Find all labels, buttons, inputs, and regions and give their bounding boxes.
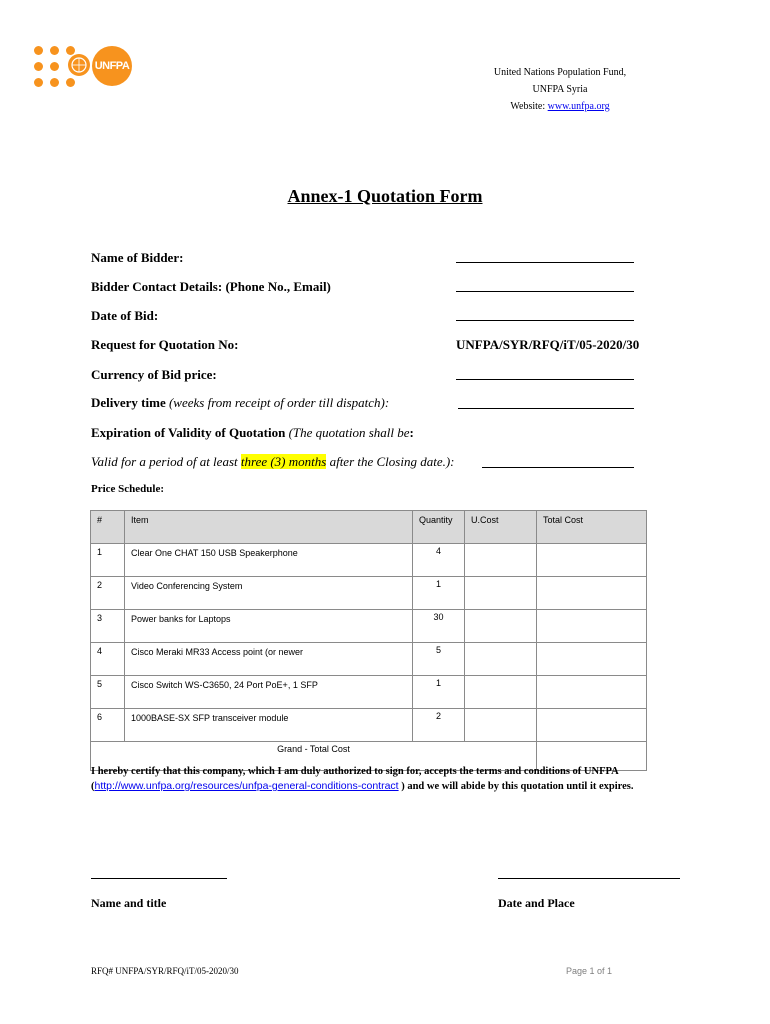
certification-text-before: I hereby certify that this company, which I am duly authorized to sign for, accepts the terms and conditions of UNFPA (: [91, 766, 619, 792]
price-schedule-table: [90, 510, 647, 771]
delivery-time-note: (weeks from receipt of order till dispatch):: [168, 395, 390, 410]
date-and-place-label: Date and Place: [498, 896, 575, 910]
row-num: 2: [91, 577, 125, 610]
website-link[interactable]: www.unfpa.org: [547, 101, 610, 112]
row-total-cell[interactable]: [537, 709, 647, 742]
un-emblem-icon: [68, 54, 90, 76]
header-item: Item: [125, 511, 413, 544]
grand-total-label: Grand - Total Cost: [91, 742, 537, 771]
rfq-label: Request for Quotation No:: [91, 337, 239, 352]
validity-post: after the Closing date.):: [329, 454, 455, 469]
row-item: Cisco Meraki MR33 Access point (or newer: [125, 643, 413, 676]
row-num: 3: [91, 610, 125, 643]
row-quantity: 1: [413, 577, 465, 610]
validity-highlight: three (3) months: [240, 454, 327, 469]
table-row: [91, 709, 647, 742]
name-of-bidder-blank[interactable]: [456, 262, 634, 263]
table-row: [91, 544, 647, 577]
table-row: [91, 676, 647, 709]
delivery-time-bold: Delivery time: [91, 395, 166, 410]
page-title: Annex-1 Quotation Form: [287, 186, 483, 206]
date-place-signature-line[interactable]: [498, 878, 680, 879]
row-ucost-cell[interactable]: [465, 577, 537, 610]
logo-dot: [50, 78, 59, 87]
header-ucost: U.Cost: [465, 511, 537, 544]
certification-text: [91, 764, 681, 794]
expiration-note: (The quotation shall be: [288, 425, 410, 440]
unfpa-logo: [32, 40, 132, 94]
validity-pre: Valid for a period of at least: [91, 454, 238, 469]
expiration-colon: :: [409, 425, 414, 440]
footer-rfq: RFQ# UNFPA/SYR/RFQ/iT/05-2020/30: [91, 966, 239, 976]
logo-dot: [34, 46, 43, 55]
conditions-link[interactable]: http://www.unfpa.org/resources/unfpa-general-conditions-contract: [94, 780, 399, 792]
name-of-bidder-label: Name of Bidder:: [91, 250, 184, 265]
website-line: [460, 98, 660, 115]
row-item: Video Conferencing System: [125, 577, 413, 610]
validity-line: [91, 454, 455, 470]
expiration-bold: Expiration of Validity of Quotation: [91, 425, 286, 440]
address-line-1: United Nations Population Fund,: [493, 67, 627, 78]
row-ucost-cell[interactable]: [465, 709, 537, 742]
row-item: Power banks for Laptops: [125, 610, 413, 643]
row-item: Cisco Switch WS-C3650, 24 Port PoE+, 1 SFP: [125, 676, 413, 709]
row-quantity: 4: [413, 544, 465, 577]
row-total-cell[interactable]: [537, 676, 647, 709]
row-ucost-cell[interactable]: [465, 610, 537, 643]
date-of-bid-label: Date of Bid:: [91, 308, 159, 323]
currency-label: Currency of Bid price:: [91, 367, 217, 382]
contact-details-label: Bidder Contact Details: (Phone No., Email): [91, 279, 331, 294]
header-total-cost: Total Cost: [537, 511, 647, 544]
row-num: 4: [91, 643, 125, 676]
row-quantity: 2: [413, 709, 465, 742]
name-and-title-label: Name and title: [91, 896, 167, 910]
address-line-2: UNFPA Syria: [532, 84, 588, 95]
name-title-signature-line[interactable]: [91, 878, 227, 879]
row-ucost-cell[interactable]: [465, 676, 537, 709]
rfq-value: UNFPA/SYR/RFQ/iT/05-2020/30: [456, 337, 640, 352]
price-schedule-label: Price Schedule:: [91, 483, 165, 495]
website-label: Website:: [510, 101, 546, 112]
row-total-cell[interactable]: [537, 610, 647, 643]
delivery-time-label: [91, 395, 389, 411]
row-ucost-cell[interactable]: [465, 544, 537, 577]
row-item: Clear One CHAT 150 USB Speakerphone: [125, 544, 413, 577]
certification-text-after: ) and we will abide by this quotation until it expires.: [398, 781, 634, 792]
header-quantity: Quantity: [413, 511, 465, 544]
row-item: 1000BASE-SX SFP transceiver module: [125, 709, 413, 742]
table-row: [91, 610, 647, 643]
logo-dot: [34, 78, 43, 87]
row-num: 6: [91, 709, 125, 742]
row-num: 5: [91, 676, 125, 709]
row-quantity: 5: [413, 643, 465, 676]
validity-blank[interactable]: [482, 467, 634, 468]
row-total-cell[interactable]: [537, 544, 647, 577]
row-total-cell[interactable]: [537, 643, 647, 676]
logo-wordmark: UNFPA: [92, 46, 132, 86]
footer-page-number: Page 1 of 1: [566, 966, 613, 976]
contact-details-blank[interactable]: [456, 291, 634, 292]
row-ucost-cell[interactable]: [465, 643, 537, 676]
logo-dot: [50, 62, 59, 71]
logo-dot: [50, 46, 59, 55]
table-row: [91, 643, 647, 676]
delivery-time-blank[interactable]: [458, 408, 634, 409]
table-header-row: [91, 511, 647, 544]
header-num: #: [91, 511, 125, 544]
expiration-label: [91, 425, 414, 441]
row-quantity: 1: [413, 676, 465, 709]
row-quantity: 30: [413, 610, 465, 643]
logo-dot: [66, 78, 75, 87]
table-row: [91, 577, 647, 610]
address-block: [460, 64, 660, 115]
currency-blank[interactable]: [456, 379, 634, 380]
logo-dot: [34, 62, 43, 71]
row-total-cell[interactable]: [537, 577, 647, 610]
row-num: 1: [91, 544, 125, 577]
date-of-bid-blank[interactable]: [456, 320, 634, 321]
